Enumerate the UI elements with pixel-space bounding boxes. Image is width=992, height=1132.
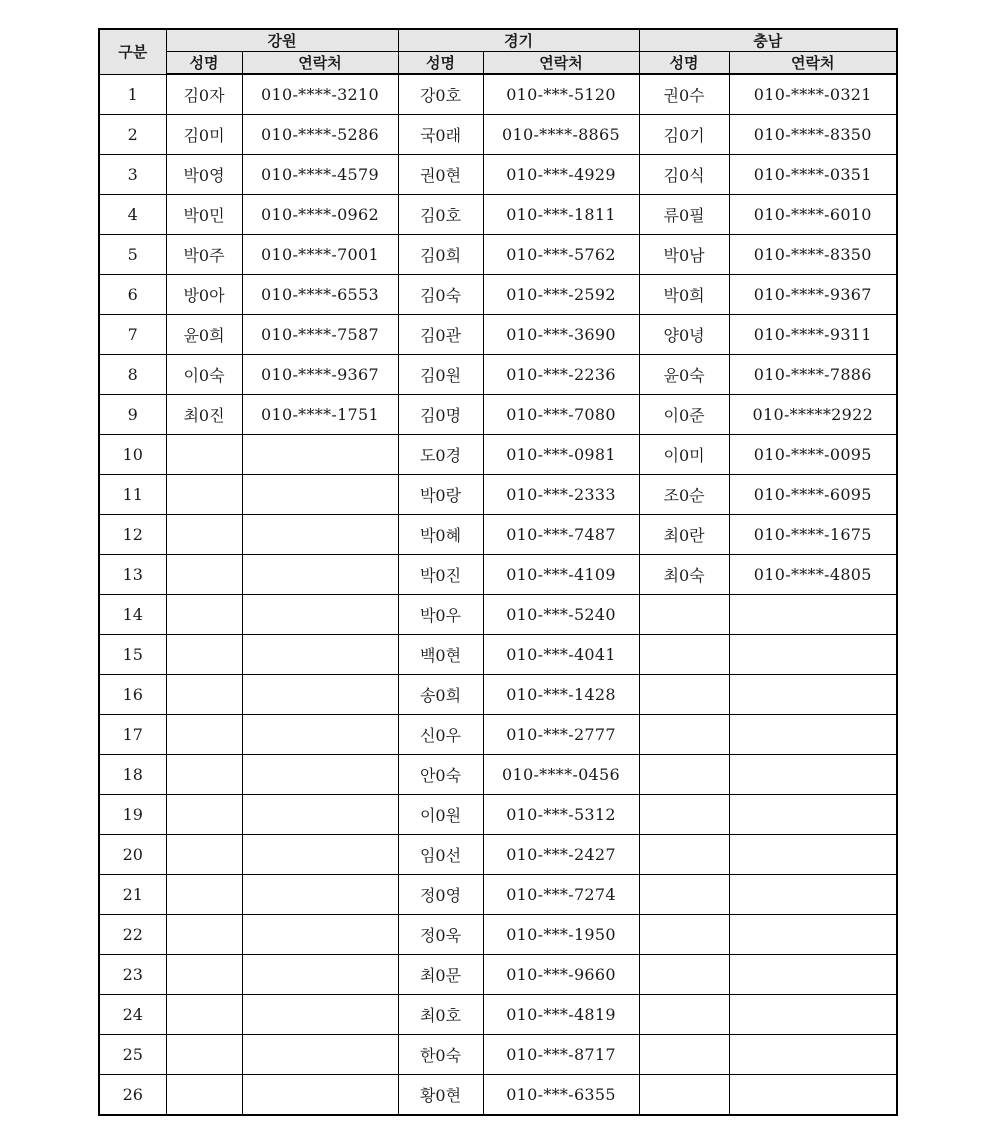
row-number: 20 bbox=[99, 835, 166, 875]
chungnam-contact-cell bbox=[729, 635, 897, 675]
gangwon-contact-cell: 010-****-3210 bbox=[242, 74, 398, 115]
chungnam-contact-cell: 010-****-8350 bbox=[729, 115, 897, 155]
row-number: 5 bbox=[99, 235, 166, 275]
row-number: 14 bbox=[99, 595, 166, 635]
region-header-row bbox=[99, 29, 897, 52]
table-row bbox=[99, 315, 897, 355]
gyeonggi-name-cell: 임0선 bbox=[398, 835, 483, 875]
gyeonggi-name-cell: 김0호 bbox=[398, 195, 483, 235]
gangwon-contact-cell bbox=[242, 475, 398, 515]
row-number: 8 bbox=[99, 355, 166, 395]
table-row bbox=[99, 875, 897, 915]
chungnam-contact-cell: 010-****-9311 bbox=[729, 315, 897, 355]
chungnam-contact-cell: 010-****-9367 bbox=[729, 275, 897, 315]
row-number: 3 bbox=[99, 155, 166, 195]
chungnam-contact-cell bbox=[729, 675, 897, 715]
chungnam-contact-cell bbox=[729, 595, 897, 635]
chungnam-contact-cell: 010-*****2922 bbox=[729, 395, 897, 435]
chungnam-contact-cell: 010-****-4805 bbox=[729, 555, 897, 595]
table-row bbox=[99, 675, 897, 715]
table-row bbox=[99, 795, 897, 835]
row-number: 4 bbox=[99, 195, 166, 235]
chungnam-contact-cell bbox=[729, 795, 897, 835]
gangwon-contact-cell bbox=[242, 915, 398, 955]
gyeonggi-contact-cell: 010-***-9660 bbox=[483, 955, 639, 995]
chungnam-name-cell bbox=[639, 675, 729, 715]
gangwon-name-cell bbox=[166, 1035, 242, 1075]
row-number: 11 bbox=[99, 475, 166, 515]
row-number: 6 bbox=[99, 275, 166, 315]
chungnam-name-cell: 류0필 bbox=[639, 195, 729, 235]
gyeonggi-name-cell: 신0우 bbox=[398, 715, 483, 755]
gangwon-contact-cell bbox=[242, 435, 398, 475]
chungnam-name-cell: 최0란 bbox=[639, 515, 729, 555]
gangwon-contact-cell bbox=[242, 955, 398, 995]
gyeonggi-name-cell: 박0혜 bbox=[398, 515, 483, 555]
gyeonggi-contact-cell: 010-***-2236 bbox=[483, 355, 639, 395]
chungnam-contact-cell bbox=[729, 875, 897, 915]
row-number: 9 bbox=[99, 395, 166, 435]
table-row bbox=[99, 995, 897, 1035]
gyeonggi-contact-cell: 010-***-4929 bbox=[483, 155, 639, 195]
gyeonggi-contact-cell: 010-***-7080 bbox=[483, 395, 639, 435]
row-number: 19 bbox=[99, 795, 166, 835]
gangwon-name-cell bbox=[166, 875, 242, 915]
chungnam-name-cell bbox=[639, 1075, 729, 1116]
table-row bbox=[99, 1075, 897, 1116]
row-number: 1 bbox=[99, 74, 166, 115]
table-row bbox=[99, 915, 897, 955]
gangwon-name-cell bbox=[166, 955, 242, 995]
gangwon-contact-cell bbox=[242, 595, 398, 635]
gyeonggi-contact-cell: 010-***-4041 bbox=[483, 635, 639, 675]
gangwon-name-cell: 최0진 bbox=[166, 395, 242, 435]
row-number: 2 bbox=[99, 115, 166, 155]
gyeonggi-name-cell: 정0영 bbox=[398, 875, 483, 915]
gyeonggi-name-cell: 김0관 bbox=[398, 315, 483, 355]
chungnam-contact-cell: 010-****-8350 bbox=[729, 235, 897, 275]
row-number: 18 bbox=[99, 755, 166, 795]
gangwon-name-cell bbox=[166, 715, 242, 755]
table-row bbox=[99, 515, 897, 555]
row-number: 26 bbox=[99, 1075, 166, 1116]
chungnam-contact-cell bbox=[729, 715, 897, 755]
gyeonggi-name-cell: 황0현 bbox=[398, 1075, 483, 1116]
gangwon-name-cell: 김0자 bbox=[166, 74, 242, 115]
gangwon-contact-cell: 010-****-6553 bbox=[242, 275, 398, 315]
chungnam-contact-cell: 010-****-0321 bbox=[729, 74, 897, 115]
table-row bbox=[99, 115, 897, 155]
gyeonggi-contact-cell: 010-***-2427 bbox=[483, 835, 639, 875]
gangwon-contact-header: 연락처 bbox=[242, 52, 398, 75]
gyeonggi-contact-cell: 010-***-1950 bbox=[483, 915, 639, 955]
gyeonggi-contact-cell: 010-***-1811 bbox=[483, 195, 639, 235]
gyeonggi-name-cell: 박0우 bbox=[398, 595, 483, 635]
gyeonggi-name-cell: 김0원 bbox=[398, 355, 483, 395]
chungnam-contact-header: 연락처 bbox=[729, 52, 897, 75]
gangwon-name-cell bbox=[166, 555, 242, 595]
gangwon-name-cell bbox=[166, 675, 242, 715]
gangwon-name-cell bbox=[166, 755, 242, 795]
chungnam-name-cell: 김0기 bbox=[639, 115, 729, 155]
row-number: 15 bbox=[99, 635, 166, 675]
chungnam-name-cell bbox=[639, 1035, 729, 1075]
chungnam-name-cell: 조0순 bbox=[639, 475, 729, 515]
table-row bbox=[99, 275, 897, 315]
row-number: 17 bbox=[99, 715, 166, 755]
row-number: 24 bbox=[99, 995, 166, 1035]
gyeonggi-name-cell: 최0호 bbox=[398, 995, 483, 1035]
gangwon-contact-cell bbox=[242, 835, 398, 875]
table-row bbox=[99, 74, 897, 115]
gyeonggi-name-cell: 안0숙 bbox=[398, 755, 483, 795]
chungnam-contact-cell bbox=[729, 835, 897, 875]
contact-roster-table bbox=[98, 28, 898, 1116]
gangwon-contact-cell bbox=[242, 1035, 398, 1075]
table-row bbox=[99, 835, 897, 875]
gyeonggi-name-cell: 송0희 bbox=[398, 675, 483, 715]
table-row bbox=[99, 155, 897, 195]
gangwon-name-cell bbox=[166, 635, 242, 675]
row-number: 13 bbox=[99, 555, 166, 595]
gyeonggi-name-cell: 정0욱 bbox=[398, 915, 483, 955]
chungnam-contact-cell bbox=[729, 1075, 897, 1116]
gyeonggi-contact-cell: 010-***-7274 bbox=[483, 875, 639, 915]
chungnam-name-cell bbox=[639, 875, 729, 915]
chungnam-name-cell bbox=[639, 635, 729, 675]
gyeonggi-contact-cell: 010-***-1428 bbox=[483, 675, 639, 715]
chungnam-name-header: 성명 bbox=[639, 52, 729, 75]
gyeonggi-name-cell: 최0문 bbox=[398, 955, 483, 995]
chungnam-name-cell bbox=[639, 955, 729, 995]
roster-body bbox=[99, 74, 897, 1115]
gangwon-contact-cell bbox=[242, 875, 398, 915]
gyeonggi-name-cell: 김0명 bbox=[398, 395, 483, 435]
gyeonggi-name-cell: 박0랑 bbox=[398, 475, 483, 515]
gyeonggi-name-cell: 이0원 bbox=[398, 795, 483, 835]
gangwon-name-cell bbox=[166, 435, 242, 475]
gyeonggi-contact-cell: 010-***-5240 bbox=[483, 595, 639, 635]
gangwon-name-cell bbox=[166, 475, 242, 515]
table-row bbox=[99, 195, 897, 235]
table-row bbox=[99, 355, 897, 395]
chungnam-name-cell bbox=[639, 835, 729, 875]
table-row bbox=[99, 755, 897, 795]
gyeonggi-contact-cell: 010-***-5120 bbox=[483, 74, 639, 115]
category-header: 구분 bbox=[99, 29, 166, 74]
gyeonggi-contact-cell: 010-***-6355 bbox=[483, 1075, 639, 1116]
gyeonggi-name-cell: 도0경 bbox=[398, 435, 483, 475]
gangwon-name-cell bbox=[166, 795, 242, 835]
chungnam-name-cell bbox=[639, 995, 729, 1035]
chungnam-name-cell: 최0숙 bbox=[639, 555, 729, 595]
gyeonggi-contact-cell: 010-***-0981 bbox=[483, 435, 639, 475]
table-row bbox=[99, 1035, 897, 1075]
gangwon-contact-cell bbox=[242, 675, 398, 715]
gangwon-name-cell: 방0아 bbox=[166, 275, 242, 315]
row-number: 12 bbox=[99, 515, 166, 555]
gangwon-contact-cell bbox=[242, 515, 398, 555]
gyeonggi-name-cell: 권0현 bbox=[398, 155, 483, 195]
chungnam-contact-cell: 010-****-6010 bbox=[729, 195, 897, 235]
gyeonggi-name-cell: 김0숙 bbox=[398, 275, 483, 315]
table-row bbox=[99, 475, 897, 515]
chungnam-contact-cell bbox=[729, 995, 897, 1035]
region-header-gyeonggi: 경기 bbox=[398, 29, 639, 52]
gangwon-contact-cell bbox=[242, 995, 398, 1035]
gangwon-name-cell: 김0미 bbox=[166, 115, 242, 155]
chungnam-contact-cell: 010-****-0095 bbox=[729, 435, 897, 475]
gangwon-name-cell bbox=[166, 515, 242, 555]
row-number: 22 bbox=[99, 915, 166, 955]
row-number: 25 bbox=[99, 1035, 166, 1075]
table-row bbox=[99, 555, 897, 595]
gangwon-name-cell: 이0숙 bbox=[166, 355, 242, 395]
gangwon-contact-cell bbox=[242, 1075, 398, 1116]
gyeonggi-name-cell: 박0진 bbox=[398, 555, 483, 595]
table-row bbox=[99, 715, 897, 755]
chungnam-name-cell bbox=[639, 755, 729, 795]
gyeonggi-contact-cell: 010-***-4819 bbox=[483, 995, 639, 1035]
table-row bbox=[99, 635, 897, 675]
row-number: 23 bbox=[99, 955, 166, 995]
gangwon-contact-cell: 010-****-1751 bbox=[242, 395, 398, 435]
row-number: 21 bbox=[99, 875, 166, 915]
chungnam-contact-cell: 010-****-0351 bbox=[729, 155, 897, 195]
table-row bbox=[99, 435, 897, 475]
gangwon-name-header: 성명 bbox=[166, 52, 242, 75]
gangwon-name-cell: 박0민 bbox=[166, 195, 242, 235]
gangwon-name-cell bbox=[166, 835, 242, 875]
table-row bbox=[99, 235, 897, 275]
gangwon-name-cell bbox=[166, 995, 242, 1035]
chungnam-contact-cell: 010-****-6095 bbox=[729, 475, 897, 515]
gyeonggi-name-cell: 김0희 bbox=[398, 235, 483, 275]
chungnam-name-cell bbox=[639, 715, 729, 755]
chungnam-name-cell: 윤0숙 bbox=[639, 355, 729, 395]
gyeonggi-name-cell: 국0래 bbox=[398, 115, 483, 155]
gangwon-name-cell bbox=[166, 1075, 242, 1116]
gyeonggi-contact-header: 연락처 bbox=[483, 52, 639, 75]
gyeonggi-contact-cell: 010-***-2592 bbox=[483, 275, 639, 315]
gyeonggi-contact-cell: 010-***-3690 bbox=[483, 315, 639, 355]
gangwon-name-cell: 박0주 bbox=[166, 235, 242, 275]
chungnam-name-cell: 김0식 bbox=[639, 155, 729, 195]
gangwon-contact-cell: 010-****-9367 bbox=[242, 355, 398, 395]
gyeonggi-contact-cell: 010-***-8717 bbox=[483, 1035, 639, 1075]
row-number: 16 bbox=[99, 675, 166, 715]
row-number: 10 bbox=[99, 435, 166, 475]
region-header-chungnam: 충남 bbox=[639, 29, 897, 52]
gangwon-contact-cell bbox=[242, 715, 398, 755]
gangwon-contact-cell: 010-****-4579 bbox=[242, 155, 398, 195]
gyeonggi-contact-cell: 010-****-0456 bbox=[483, 755, 639, 795]
table-row bbox=[99, 955, 897, 995]
gangwon-contact-cell bbox=[242, 555, 398, 595]
gyeonggi-contact-cell: 010-****-8865 bbox=[483, 115, 639, 155]
chungnam-contact-cell: 010-****-7886 bbox=[729, 355, 897, 395]
gyeonggi-contact-cell: 010-***-4109 bbox=[483, 555, 639, 595]
chungnam-name-cell: 양0녕 bbox=[639, 315, 729, 355]
gyeonggi-name-header: 성명 bbox=[398, 52, 483, 75]
region-header-gangwon: 강원 bbox=[166, 29, 398, 52]
chungnam-contact-cell bbox=[729, 755, 897, 795]
chungnam-name-cell bbox=[639, 915, 729, 955]
chungnam-name-cell: 박0희 bbox=[639, 275, 729, 315]
chungnam-name-cell: 이0준 bbox=[639, 395, 729, 435]
gangwon-contact-cell: 010-****-7001 bbox=[242, 235, 398, 275]
gangwon-name-cell: 박0영 bbox=[166, 155, 242, 195]
gangwon-contact-cell: 010-****-7587 bbox=[242, 315, 398, 355]
gyeonggi-contact-cell: 010-***-2777 bbox=[483, 715, 639, 755]
gangwon-name-cell bbox=[166, 915, 242, 955]
gyeonggi-contact-cell: 010-***-7487 bbox=[483, 515, 639, 555]
gangwon-contact-cell bbox=[242, 635, 398, 675]
chungnam-contact-cell bbox=[729, 955, 897, 995]
chungnam-contact-cell bbox=[729, 1035, 897, 1075]
gyeonggi-name-cell: 강0호 bbox=[398, 74, 483, 115]
gyeonggi-contact-cell: 010-***-5312 bbox=[483, 795, 639, 835]
chungnam-name-cell: 권0수 bbox=[639, 74, 729, 115]
chungnam-name-cell bbox=[639, 795, 729, 835]
gangwon-name-cell bbox=[166, 595, 242, 635]
gangwon-contact-cell: 010-****-5286 bbox=[242, 115, 398, 155]
gangwon-contact-cell bbox=[242, 755, 398, 795]
table-row bbox=[99, 595, 897, 635]
gyeonggi-contact-cell: 010-***-2333 bbox=[483, 475, 639, 515]
chungnam-contact-cell: 010-****-1675 bbox=[729, 515, 897, 555]
gyeonggi-name-cell: 한0숙 bbox=[398, 1035, 483, 1075]
gangwon-name-cell: 윤0희 bbox=[166, 315, 242, 355]
column-header-row bbox=[99, 52, 897, 75]
chungnam-name-cell: 이0미 bbox=[639, 435, 729, 475]
gyeonggi-contact-cell: 010-***-5762 bbox=[483, 235, 639, 275]
chungnam-name-cell: 박0남 bbox=[639, 235, 729, 275]
table-row bbox=[99, 395, 897, 435]
gangwon-contact-cell: 010-****-0962 bbox=[242, 195, 398, 235]
gyeonggi-name-cell: 백0현 bbox=[398, 635, 483, 675]
gangwon-contact-cell bbox=[242, 795, 398, 835]
row-number: 7 bbox=[99, 315, 166, 355]
chungnam-contact-cell bbox=[729, 915, 897, 955]
chungnam-name-cell bbox=[639, 595, 729, 635]
